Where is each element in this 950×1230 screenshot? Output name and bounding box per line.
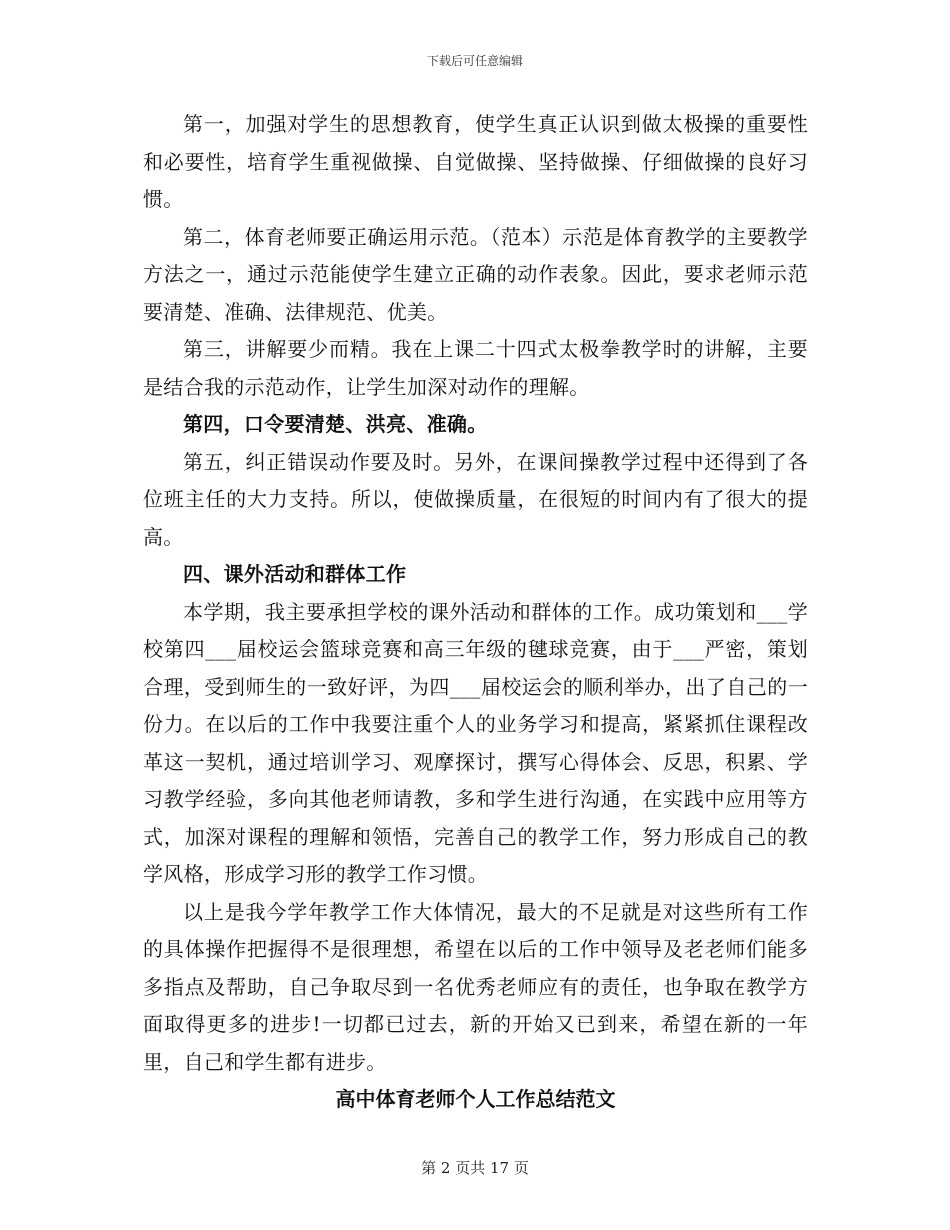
document-body <box>143 106 808 1119</box>
page-footer: 第 2 页共 17 页 <box>421 1159 529 1177</box>
section-heading: 四、课外活动和群体工作 <box>183 562 407 586</box>
paragraph-conclusion: 以上是我今学年教学工作大体情况，最大的不足就是对这些所有工作的具体操作把握得不是很理想，希望在以后的工作中领导及老老师们能多多指点及帮助，自己争取尽到一名优秀老师应有的责任，也争取在教学方面取得更多的进步!一切都已过去，新的开始又已到来，希望在新的一年里，自己和学生都有进步。 <box>143 899 808 1074</box>
paragraph-point-2: 第二，体育老师要正确运用示范。（范本）示范是体育教学的主要教学方法之一，通过示范能使学生建立正确的动作表象。因此，要求老师示范要清楚、准确、法律规范、优美。 <box>143 224 808 324</box>
paragraph-activities: 本学期，我主要承担学校的课外活动和群体的工作。成功策划和___学校第四___届校运会篮球竞赛和高三年级的毽球竞赛，由于___严密，策划合理，受到师生的一致好评，为四___届校运会的顺利举办，出了自己的一份力。在以后的工作中我要注重个人的业务学习和提高，紧紧抓住课程改革这一契机，通过培训学习、观摩探讨，撰写心得体会、反思，积累、学习教学经验，多向其他老师请教，多和学生进行沟通，在实践中应用等方式，加深对课程的理解和领悟，完善自己的教学工作，努力形成自己的教学风格，形成学习形的教学工作习惯。 <box>143 599 808 886</box>
paragraph-point-4: 第四，口令要清楚、洪亮、准确。 <box>183 412 488 436</box>
next-document-title: 高中体育老师个人工作总结范文 <box>335 1087 616 1111</box>
paragraph-point-3: 第三，讲解要少而精。我在上课二十四式太极拳教学时的讲解，主要是结合我的示范动作，让学生加深对动作的理解。 <box>143 337 808 399</box>
paragraph-point-5: 第五，纠正错误动作要及时。另外，在课间操教学过程中还得到了各位班主任的大力支持。所以，使做操质量，在很短的时间内有了很大的提高。 <box>143 449 808 549</box>
paragraph-point-1: 第一，加强对学生的思想教育，使学生真正认识到做太极操的重要性和必要性，培育学生重视做操、自觉做操、坚持做操、仔细做操的良好习惯。 <box>143 112 808 211</box>
page-header: 下载后可任意编辑 <box>426 54 523 68</box>
